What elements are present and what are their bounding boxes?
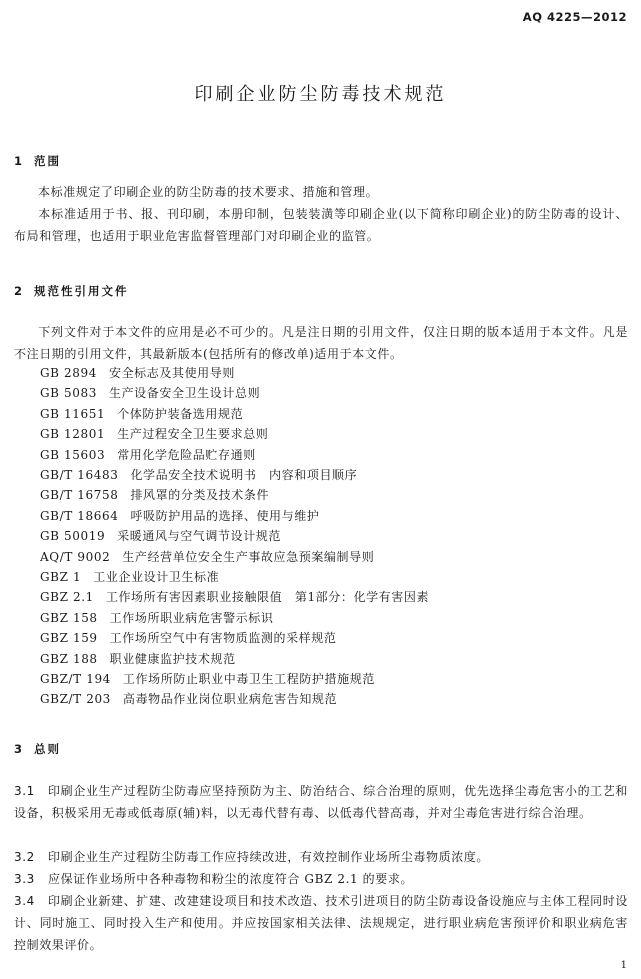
document-title: 印刷企业防尘防毒技术规范	[194, 84, 447, 105]
reference-title: 排风罩的分类及技术条件	[130, 488, 270, 503]
reference-item	[40, 465, 357, 485]
reference-code: GB/T 18664	[40, 508, 119, 523]
reference-item	[40, 485, 269, 505]
reference-code: GBZ/T 194	[40, 672, 111, 686]
section-heading-normative-references	[14, 283, 129, 299]
reference-code: GB/T 16758	[40, 488, 119, 503]
reference-code: GB 12801	[40, 427, 106, 442]
reference-code: GB 15603	[40, 447, 106, 462]
reference-title: 呼吸防护用品的选择、使用与维护	[130, 508, 320, 523]
page-number: 1	[620, 960, 627, 971]
section-number: 1	[14, 154, 25, 168]
reference-item	[40, 587, 429, 607]
reference-code: GBZ/T 203	[40, 692, 111, 707]
section-title: 总则	[34, 742, 61, 756]
reference-title: 安全标志及其使用导则	[108, 366, 235, 380]
clause-3-1	[14, 780, 628, 824]
reference-code: GBZ 188	[40, 651, 98, 666]
reference-item	[40, 404, 243, 424]
reference-code: GBZ 159	[40, 631, 98, 646]
clause-text: 印刷企业生产过程防尘防毒工作应持续改进，有效控制作业场所尘毒物质浓度。	[48, 850, 490, 864]
reference-code: GBZ 2.1	[40, 590, 94, 605]
reference-title: 工作场所防止职业中毒卫生工程防护措施规范	[122, 672, 375, 686]
clause-text: 应保证作业场所中各种毒物和粉尘的浓度符合 GBZ 2.1 的要求。	[48, 872, 414, 886]
reference-item	[40, 689, 337, 709]
clause-3-3	[14, 868, 628, 890]
reference-title: 生产设备安全卫生设计总则	[108, 386, 261, 401]
clause-3-2	[14, 846, 628, 868]
clause-3-4	[14, 890, 628, 956]
section-number: 2	[14, 284, 25, 298]
reference-title: 工作场所空气中有害物质监测的采样规范	[109, 631, 337, 646]
reference-item	[40, 669, 375, 689]
section-title: 范围	[34, 154, 61, 168]
reference-item	[40, 363, 235, 383]
reference-title: 生产过程安全卫生要求总则	[117, 427, 269, 442]
clause-number: 3.1	[14, 784, 35, 798]
reference-title: 生产经营单位安全生产事故应急预案编制导则	[122, 549, 375, 564]
section-heading-scope	[14, 153, 61, 169]
clause-text: 印刷企业新建、扩建、改建建设项目和技术改造、技术引进项目的防尘防毒设备设施应与主体工程同时设计、同时施工、同时投入生产和使用。并应按国家相关法律、法规规定，进行职业病危害预评价和职业病危害控制效果评价。	[14, 894, 628, 952]
clause-number: 3.2	[14, 850, 35, 864]
reference-code: GBZ 1	[40, 570, 82, 584]
reference-title: 工作场所有害因素职业接触限值 第1部分：化学有害因素	[105, 590, 430, 605]
reference-code: GBZ 158	[40, 610, 98, 625]
reference-title: 个体防护装备选用规范	[117, 406, 244, 421]
reference-code: GB 11651	[40, 406, 106, 421]
reference-title: 工作场所职业病危害警示标识	[109, 610, 274, 625]
reference-item	[40, 445, 256, 465]
reference-item	[40, 628, 336, 648]
reference-title: 高毒物品作业岗位职业病危害告知规范	[122, 692, 338, 707]
standard-code: AQ 4225—2012	[522, 10, 627, 24]
reference-item	[40, 567, 219, 587]
reference-item	[40, 649, 236, 669]
reference-code: GB 5083	[40, 386, 97, 401]
clause-number: 3.4	[14, 894, 35, 908]
section-title: 规范性引用文件	[34, 284, 129, 298]
clause-text: 印刷企业生产过程防尘防毒应坚持预防为主、防治结合、综合治理的原则，优先选择尘毒危害小的工艺和设备，积极采用无毒或低毒原(辅)料，以无毒代替有毒、以低毒代替高毒，并对尘毒危害进行综合治理。	[14, 784, 628, 820]
reference-title: 采暖通风与空气调节设计规范	[117, 529, 282, 544]
reference-item	[40, 608, 273, 628]
reference-code: GB 2894	[40, 366, 97, 380]
reference-title: 常用化学危险品贮存通则	[117, 447, 256, 462]
reference-code: AQ/T 9002	[40, 549, 111, 564]
normative-intro-paragraph: 下列文件对于本文件的应用是必不可少的。凡是注日期的引用文件，仅注日期的版本适用于本文件。凡是不注日期的引用文件，其最新版本(包括所有的修改单)适用于本文件。	[14, 325, 628, 361]
scope-paragraph-2: 本标准适用于书、报、刊印刷，本册印制，包装装潢等印刷企业(以下简称印刷企业)的防尘防毒的设计、布局和管理，也适用于职业危害监督管理部门对印刷企业的监管。	[14, 207, 628, 243]
clause-number: 3.3	[14, 872, 35, 886]
reference-item	[40, 547, 374, 567]
reference-item	[40, 506, 319, 526]
section-number: 3	[14, 742, 25, 756]
scope-paragraph-1: 本标准规定了印刷企业的防尘防毒的技术要求、措施和管理。	[38, 185, 379, 199]
reference-item	[40, 383, 260, 403]
reference-code: GB 50019	[40, 529, 106, 544]
reference-code: GB/T 16483	[40, 468, 119, 482]
reference-item	[40, 526, 281, 546]
reference-title: 职业健康监护技术规范	[109, 651, 236, 666]
reference-item	[40, 424, 268, 444]
section-heading-general	[14, 741, 61, 757]
reference-title: 化学品安全技术说明书 内容和项目顺序	[130, 468, 358, 482]
reference-title: 工业企业设计卫生标准	[93, 570, 220, 584]
